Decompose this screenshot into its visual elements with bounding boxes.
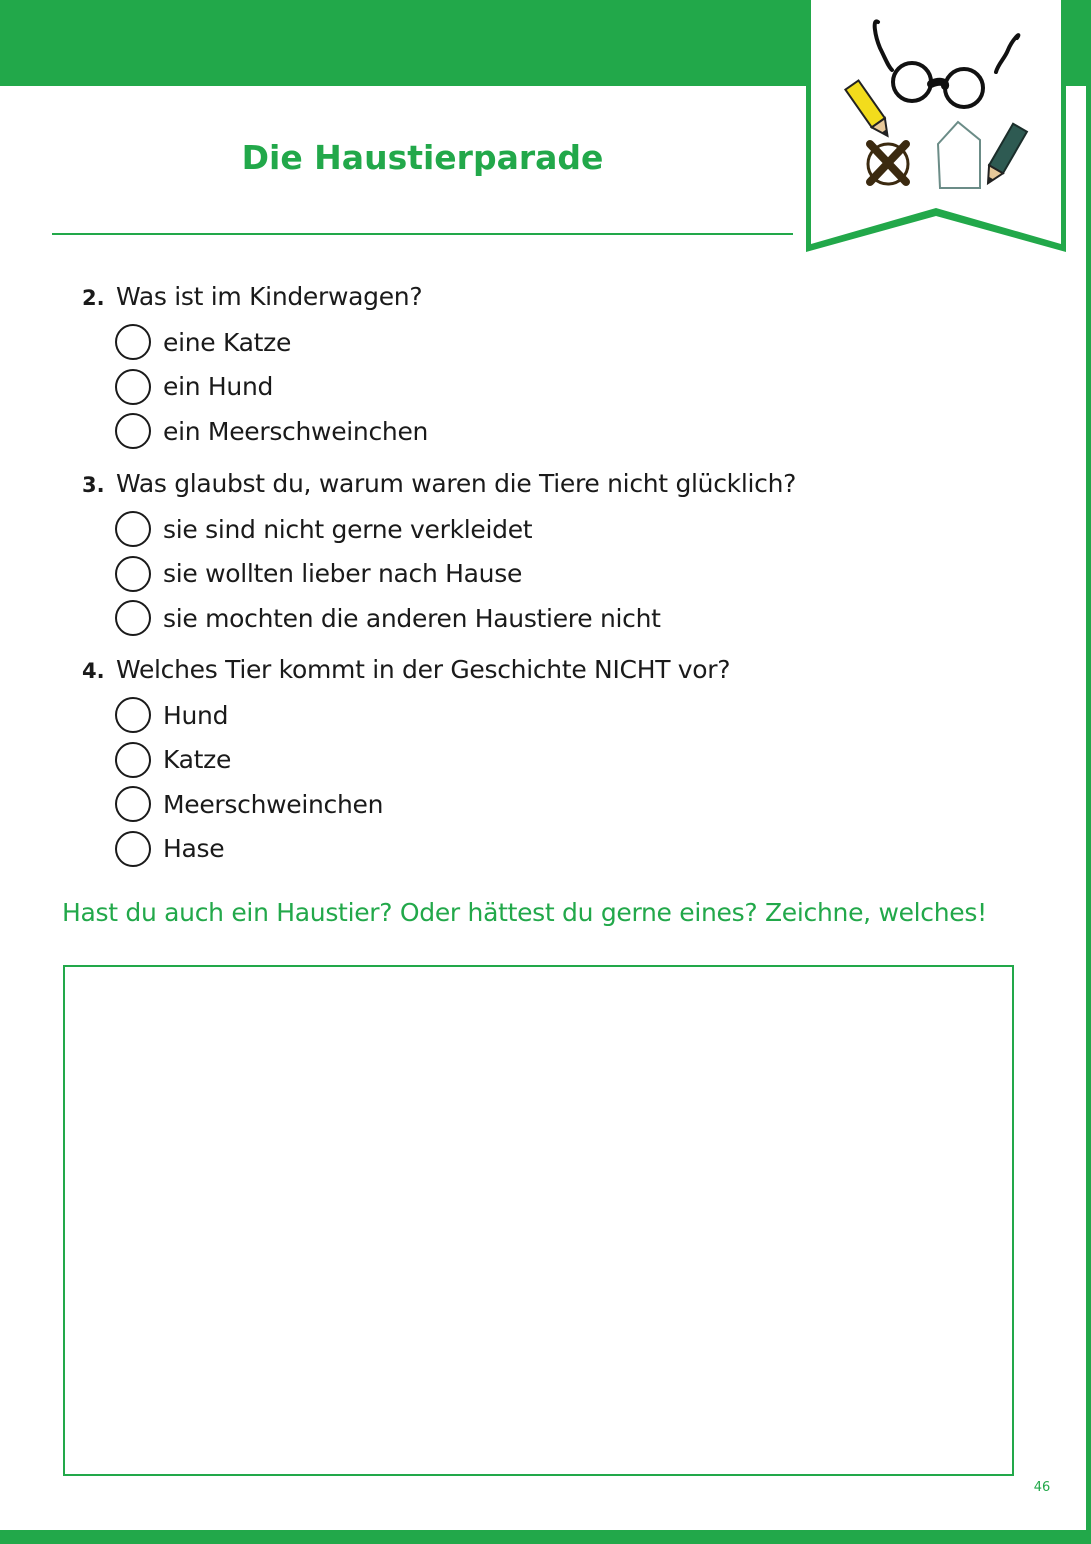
answer-label: sie mochten die anderen Haustiere nicht [163,603,661,633]
answer-label: ein Hund [163,372,274,402]
answer-label: Meerschweinchen [163,789,384,819]
question-text: Welches Tier kommt in der Geschichte NICHT vor? [116,655,731,684]
page-number: 46 [1033,1480,1051,1495]
answer-label: ein Meerschweinchen [163,416,429,446]
answer-option[interactable] [115,320,428,365]
question-2 [82,282,428,454]
answer-checkbox[interactable] [115,831,151,867]
task-type-banner [800,0,1072,260]
page-title: Die Haustierparade [241,138,604,177]
question-3 [82,469,796,641]
answer-option[interactable] [115,365,428,410]
question-text: Was ist im Kinderwagen? [116,282,423,311]
drawing-prompt: Hast du auch ein Haustier? Oder hättest du gerne eines? Zeichne, welches! [62,898,987,927]
answer-option[interactable] [115,782,730,827]
drawing-area[interactable] [63,965,1014,1476]
answer-checkbox[interactable] [115,324,151,360]
answer-label: Katze [163,745,232,775]
answer-label: eine Katze [163,327,292,357]
footer-bar [0,1530,1091,1544]
answer-checkbox[interactable] [115,697,151,733]
answer-checkbox[interactable] [115,600,151,636]
answer-checkbox[interactable] [115,511,151,547]
answer-checkbox[interactable] [115,413,151,449]
answer-checkbox[interactable] [115,742,151,778]
question-number: 3. [82,473,105,497]
answer-option[interactable] [115,507,796,552]
answer-option[interactable] [115,827,730,872]
question-number: 4. [82,659,105,683]
title-divider [52,233,793,235]
answer-option[interactable] [115,596,796,641]
answer-option[interactable] [115,738,730,783]
answer-label: Hund [163,700,229,730]
question-text: Was glaubst du, warum waren die Tiere nicht glücklich? [116,469,797,498]
right-border [1086,86,1091,1544]
question-4 [82,655,730,871]
answer-label: Hase [163,834,225,864]
answer-option[interactable] [115,552,796,597]
answer-checkbox[interactable] [115,369,151,405]
question-number: 2. [82,286,105,310]
answer-checkbox[interactable] [115,556,151,592]
answer-option[interactable] [115,693,730,738]
answer-label: sie sind nicht gerne verkleidet [163,514,533,544]
answer-label: sie wollten lieber nach Hause [163,559,523,589]
answer-option[interactable] [115,409,428,454]
answer-checkbox[interactable] [115,786,151,822]
